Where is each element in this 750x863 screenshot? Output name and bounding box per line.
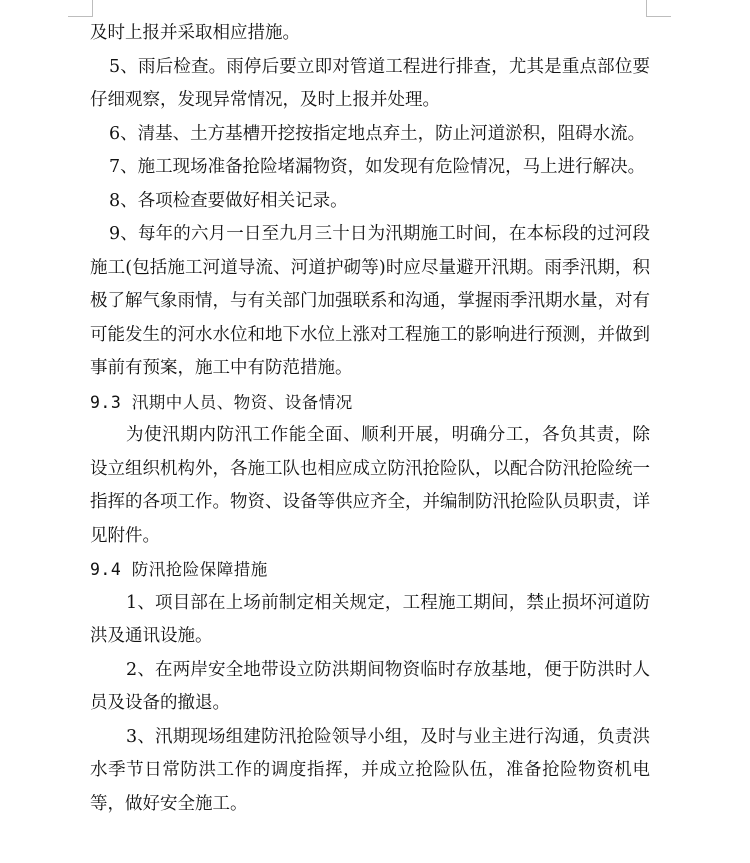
- section-heading-9-4: 9.4 防汛抢险保障措施: [90, 560, 268, 579]
- section-heading-9-3: 9.3 汛期中人员、物资、设备情况: [90, 392, 353, 412]
- paragraph-item-8-inspection-records: 8、各项检查要做好相关记录。: [109, 190, 348, 211]
- paragraph-measure-2-storage-base: 2、在两岸安全地带设立防洪期间物资临时存放基地，便于防洪时人员及设备的撤退。: [90, 659, 650, 713]
- paragraph-measure-1-regulations: 1、项目部在上场前制定相关规定，工程施工期间，禁止损坏河道防洪及通讯设施。: [90, 592, 650, 646]
- document-body: [90, 17, 650, 821]
- page-corner-mark-top-left: [68, 0, 93, 17]
- paragraph-item-7-emergency-materials: 7、施工现场准备抢险堵漏物资，如发现有危险情况，马上进行解决。: [109, 157, 646, 177]
- paragraph-item-6-earthwork-disposal: 6、清基、土方基槽开挖按指定地点弃土，防止河道淤积，阻碍水流。: [109, 123, 646, 144]
- page-corner-mark-top-right: [646, 0, 671, 17]
- paragraph-item-5-after-rain-check: 5、雨后检查。雨停后要立即对管道工程进行排查，尤其是重点部位要仔细观察，发现异常情况，及时上报并处理。: [90, 56, 650, 110]
- paragraph-report-measures: 及时上报并采取相应措施。: [90, 23, 300, 43]
- paragraph-personnel-materials-equipment: 为使汛期内防汛工作能全面、顺利开展，明确分工，各负其责，除设立组织机构外，各施工队也相应成立防汛抢险队，以配合防汛抢险统一指挥的各项工作。物资、设备等供应齐全，并编制防汛抢险队员职责，详见附件。: [90, 425, 650, 546]
- paragraph-measure-3-leadership-group: 3、汛期现场组建防汛抢险领导小组，及时与业主进行沟通，负责洪水季节日常防洪工作的调度指挥，并成立抢险队伍，准备抢险物资机电等，做好安全施工。: [90, 726, 650, 814]
- paragraph-item-9-flood-season: 9、每年的六月一日至九月三十日为汛期施工时间，在本标段的过河段施工(包括施工河道导流、河道护砌等)时应尽量避开汛期。雨季汛期，积极了解气象雨情，与有关部门加强联系和沟通，掌握雨季汛期水量，对有可能发生的河水水位和地下水位上涨对工程施工的影响进行预测，并做到事前有预案，施工中有防范措施。: [90, 224, 650, 378]
